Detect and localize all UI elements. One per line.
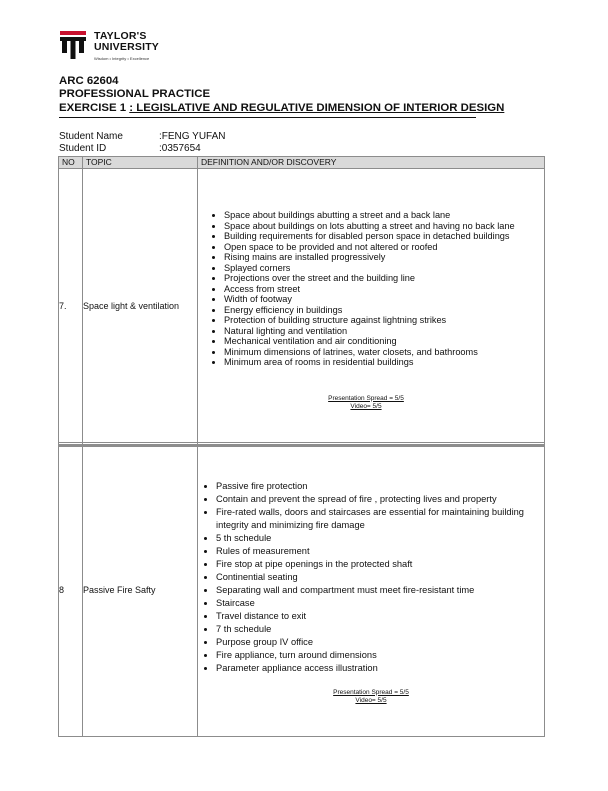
student-id-row: [59, 143, 201, 154]
list-item: • Staircase: [216, 597, 544, 610]
list-item: • Splayed corners: [224, 263, 544, 274]
student-name-row: [59, 131, 226, 142]
list-item: • Contain and prevent the spread of fire , protecting lives and property: [216, 493, 544, 506]
list-item: • Building requirements for disabled person space in detached buildings: [224, 231, 544, 242]
score-video: Video= 5/5: [355, 696, 387, 704]
list-item: • Protection of building structure against lightning strikes: [224, 315, 544, 326]
list-item: • Energy efficiency in buildings: [224, 305, 544, 316]
list-item: • Width of footway: [224, 294, 544, 305]
list-item: • Continential seating: [216, 571, 544, 584]
list-item: • Minimum area of rooms in residential buildings: [224, 357, 544, 368]
list-item: • Fire appliance, turn around dimensions: [216, 649, 544, 662]
list-item: • Purpose group IV office: [216, 636, 544, 649]
university-logo: [58, 30, 172, 72]
logo-tagline: Wisdom • Integrity • Excellence: [94, 56, 150, 61]
list-item: • Space about buildings on lots abutting a street and having no back lane: [224, 221, 544, 232]
definition-list: [198, 200, 544, 368]
list-item: • Rules of measurement: [216, 545, 544, 558]
table-row: [59, 169, 545, 443]
student-id-value: :0357654: [159, 143, 201, 154]
definition-list: [198, 475, 544, 675]
logo-name-line2: UNIVERSITY: [94, 41, 160, 53]
header-no: NO: [59, 157, 83, 169]
list-item: • Rising mains are installed progressively: [224, 252, 544, 263]
header-topic: TOPIC: [83, 157, 198, 169]
taylors-crest-icon: [58, 30, 88, 60]
row-definition: [198, 169, 545, 443]
row-definition: [198, 443, 545, 737]
list-item: • Fire stop at pipe openings in the protected shaft: [216, 558, 544, 571]
logo-name-line1: TAYLOR'S: [94, 30, 147, 42]
list-item: • Space about buildings abutting a street and a back lane: [224, 210, 544, 221]
row-separator: [58, 444, 545, 447]
course-name: PROFESSIONAL PRACTICE: [59, 88, 211, 100]
list-item: • Separating wall and compartment must meet fire-resistant time: [216, 584, 544, 597]
score-video: Video= 5/5: [350, 402, 382, 410]
list-item: • 5 th schedule: [216, 532, 544, 545]
student-name-label: Student Name: [59, 131, 123, 142]
list-item: • Natural lighting and ventilation: [224, 326, 544, 337]
list-item: • Passive fire protection: [216, 480, 544, 493]
score-presentation: Presentation Spread = 5/5: [328, 394, 404, 402]
list-item: • Minimum dimensions of latrines, water closets, and bathrooms: [224, 347, 544, 358]
row-number: 8: [59, 443, 83, 737]
list-item: • Open space to be provided and not altered or roofed: [224, 242, 544, 253]
list-item: • Parameter appliance access illustration: [216, 662, 544, 675]
row-topic: Space light & ventilation: [83, 169, 198, 443]
student-id-label: Student ID: [59, 143, 107, 154]
exercise-title-text: : LEGISLATIVE AND REGULATIVE DIMENSION OF INTERIOR DESIGN: [129, 102, 505, 114]
exercise-title: [59, 102, 504, 114]
list-item: • 7 th schedule: [216, 623, 544, 636]
table-header-row: [59, 157, 545, 169]
list-item: • Access from street: [224, 284, 544, 295]
row-number: 7.: [59, 169, 83, 443]
table-row: [59, 443, 545, 737]
exercise-prefix: EXERCISE 1: [59, 102, 127, 114]
course-code: ARC 62604: [59, 75, 119, 87]
list-item: • Fire-rated walls, doors and staircases are essential for maintaining building integrity and minimizing fire damage: [216, 506, 544, 532]
row-topic: Passive Fire Safty: [83, 443, 198, 737]
title-underline: [59, 117, 476, 118]
student-name-value: :FENG YUFAN: [159, 131, 226, 142]
score-presentation: Presentation Spread = 5/5: [333, 688, 409, 696]
list-item: • Projections over the street and the building line: [224, 273, 544, 284]
list-item: • Travel distance to exit: [216, 610, 544, 623]
header-definition: DEFINITION AND/OR DISCOVERY: [198, 157, 545, 169]
list-item: • Mechanical ventilation and air conditioning: [224, 336, 544, 347]
